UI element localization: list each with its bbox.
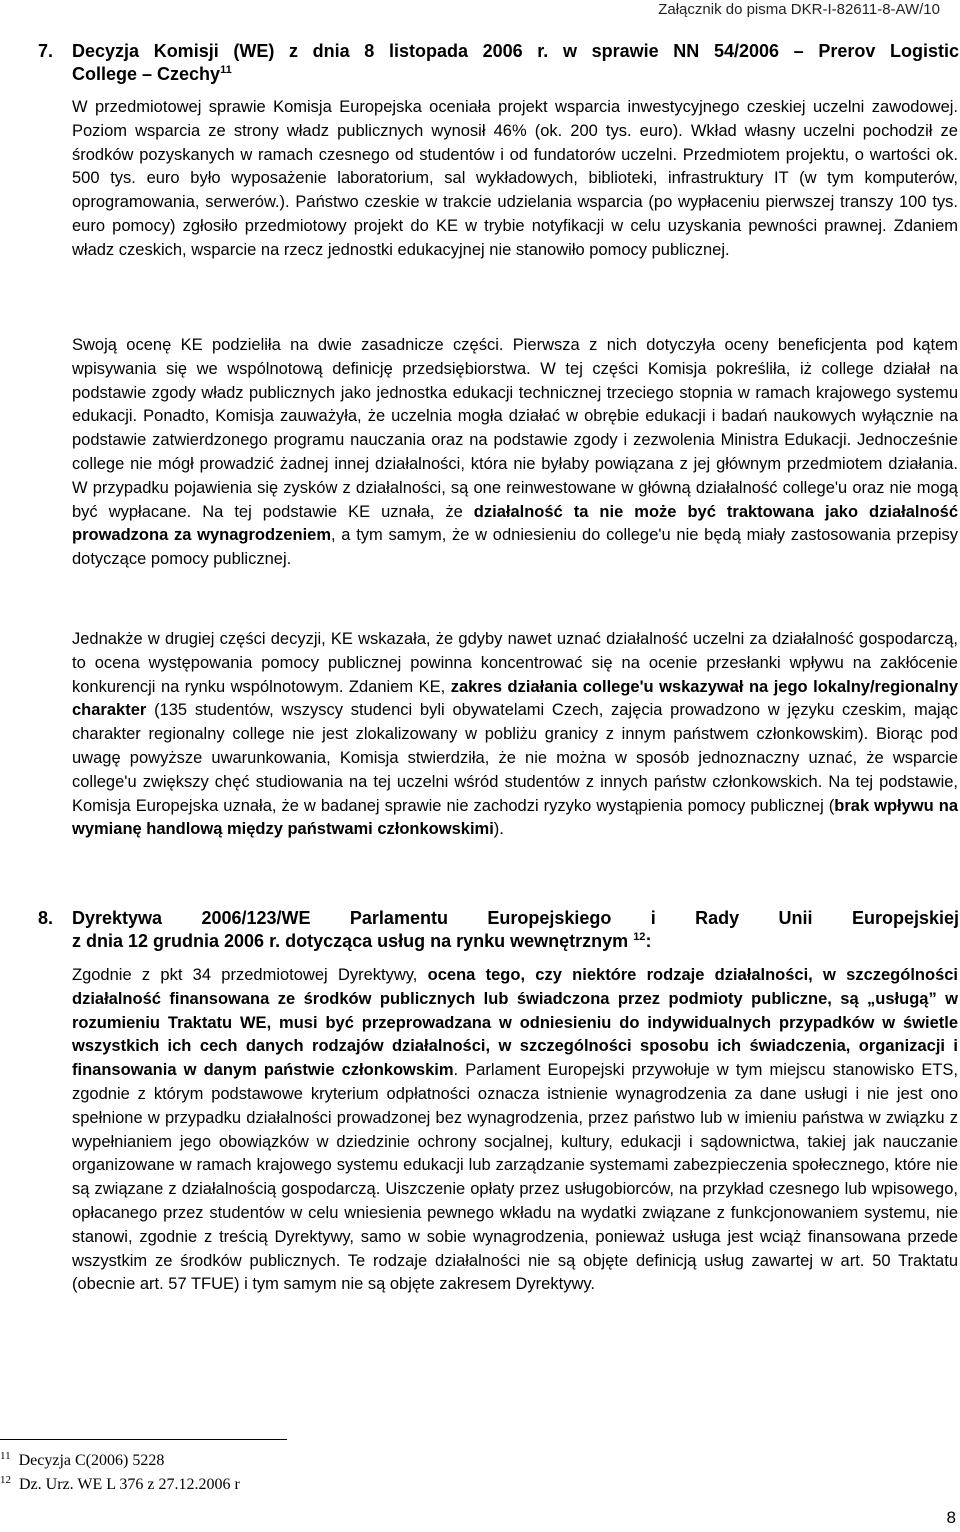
section-number: 7. [38,41,54,61]
page-number: 8 [946,1508,956,1527]
section-title: Decyzja Komisji (WE) z dnia 8 listopada 2006 r. w sprawie NN 54/2006 – Prerov Logistic College – Czechy$^{11}$ [72,41,959,84]
paragraph: Swoją ocenę KE podzieliła na dwie zasadnicze części. Pierwsza z nich dotyczyła oceny beneficjenta pod kątem wpisywania się we wspólnotową definicję przedsiębiorstwa. W tej części Komisja pokreśliła, iż college działał na podstawie zgody władz publicznych jako jednostka edukacji technicznej trzeciego stopnia w ramach krajowego systemu edukacji. Ponadto, Komisja zauważyła, że uczelnia mogła działać w obrębie edukacji i badań naukowych wyłącznie na podstawie zatwierdzonego programu nauczania oraz na podstawie zgody i zezwolenia Ministra Edukacji. Jednocześnie college nie mógł prowadzić żadnej innej działalności, która nie byłaby powiązana z jej głównym przedmiotem działania. W przypadku pojawienia się zysków z działalności, są one reinwestowane w główną działalność college'u oraz nie mogą być wypłacane. Na tej podstawie KE uznała, że działalność ta nie może być traktowana jako działalność prowadzona za wynagrodzeniem, a tym samym, że w odniesieniu do college'u nie będą miały zastosowania przepisy dotyczące pomocy publicznej. [72,336,958,569]
footnote-ref[interactable]: 12 [633,930,646,943]
section-8-heading [38,907,959,953]
section-number: 8. [38,908,54,928]
paragraph: Zgodnie z pkt 34 przedmiotowej Dyrektywy, ocena tego, czy niektóre rodzaje działalności, w szczególności działalność finansowana ze środków publicznych lub świadczona przez podmioty publiczne, są „usługą” w rozumieniu Traktatu WE, musi być przeprowadzana w odniesieniu do indywidualnych przypadków w świetle wszystkich ich cech danych rodzajów działalności, w szczególności sposobu ich świadczenia, organizacji i finansowania w danym państwie członkowskim. Parlament Europejski przywołuje w tym miejscu stanowisko ETS, zgodnie z którym podstawowe kryterium odpłatności oznacza istnienie wynagrodzenia za dane usługi i nie jest ono spełnione w przypadku działalności prowadzonej bez wynagrodzenia, przez państwo lub w imieniu państwa w związku z wypełnianiem jego obowiązków w dziedzinie ochrony socjalnej, kultury, edukacji i sądownictwa, takiej jak nauczanie organizowane w ramach krajowego systemu edukacji lub zarządzanie systemami zabezpieczenia społecznego, które nie są związane z działalnością gospodarczą. Uiszczenie opłaty przez usługobiorców, na przykład czesnego lub wpisowego, opłacanego przez studentów w celu wniesienia pewnego wkładu na wydatki związane z funkcjonowaniem systemu, nie stanowi, zgodnie z treścią Dyrektywy, samo w sobie wynagrodzenia, ponieważ usługa jest wciąż finansowana przede wszystkim ze środków publicznych. Te rodzaje działalności nie są objęte definicją usług zawartej w art. 50 Traktatu (obecnie art. 57 TFUE) i tym samym nie są objęte zakresem Dyrektywy. [72,966,959,1294]
section-7-heading [38,40,959,86]
footnote-11: $^{11}$ Decyzja C(2006) 5228 [0,1449,165,1469]
paragraph: Jednakże w drugiej części decyzji, KE wskazała, że gdyby nawet uznać działalność uczelni za działalność gospodarczą, to ocena występowania pomocy publicznej powinna koncentrować się na ocenie przesłanki wpływu na zakłócenie konkurencji na rynku wspólnotowym. Zdaniem KE, zakres działania college'u wskazywał na jego lokalny/regionalny charakter (135 studentów, wszyscy studenci byli obywatelami Czech, zajęcia prowadzono w języku czeskim, mając charakter regionalny college nie jest zlokalizowany w pobliżu granicy z innym państwem członkowskim). Biorąc pod uwagę powyższe uwarunkowania, Komisja stwierdziła, że nie można w sposób jednoznaczny uznać, że wsparcie college'u zwiększy chęć studiowania na tej uczelni wśród studentów z innych państw członkowskich. Na tej podstawie, Komisja Europejska uznała, że w badanej sprawie nie zachodzi ryzyko wystąpienia pomocy publicznej (brak wpływu na wymianę handlową między państwami członkowskimi). [72,630,958,839]
paragraph: W przedmiotowej sprawie Komisja Europejska oceniała projekt wsparcia inwestycyjnego czeskiej uczelni zawodowej. Poziom wsparcia ze strony władz publicznych wynosił 46% (ok. 200 tys. euro). Wkład własny uczelni pochodził ze środków pozyskanych w ramach czesnego od studentów i od fundatorów uczelni. Przedmiotem projektu, o wartości ok. 500 tys. euro było wyposażenie laboratorium, sal wykładowych, biblioteki, infrastruktury IT (w tym komputerów, oprogramowania, serwerów.). Państwo czeskie w trakcie udzielania wsparcia (po wypłaceniu pierwszej transzy 100 tys. euro pomocy) zgłosiło przedmiotowy projekt do KE w trybie notyfikacji w celu uzyskania pewności prawnej. Zdaniem władz czeskich, wsparcie na rzecz jednostki edukacyjnej nie stanowiło pomocy publicznej. [72,98,958,259]
footnote-12: $^{12}$ Dz. Urz. WE L 376 z 27.12.2006 r [0,1473,240,1493]
attachment-reference: Załącznik do pisma DKR-I-82611-8-AW/10 [658,1,940,18]
section-title: Dyrektywa 2006/123/WE Parlamentu Europejskiego i Rady Unii Europejskiej z dnia 12 grudnia 2006 r. dotycząca usług na rynku wewnętrznym $^{12}$: [72,908,959,951]
footnote-separator [0,1439,287,1440]
footnote-ref[interactable]: 11 [220,63,232,76]
